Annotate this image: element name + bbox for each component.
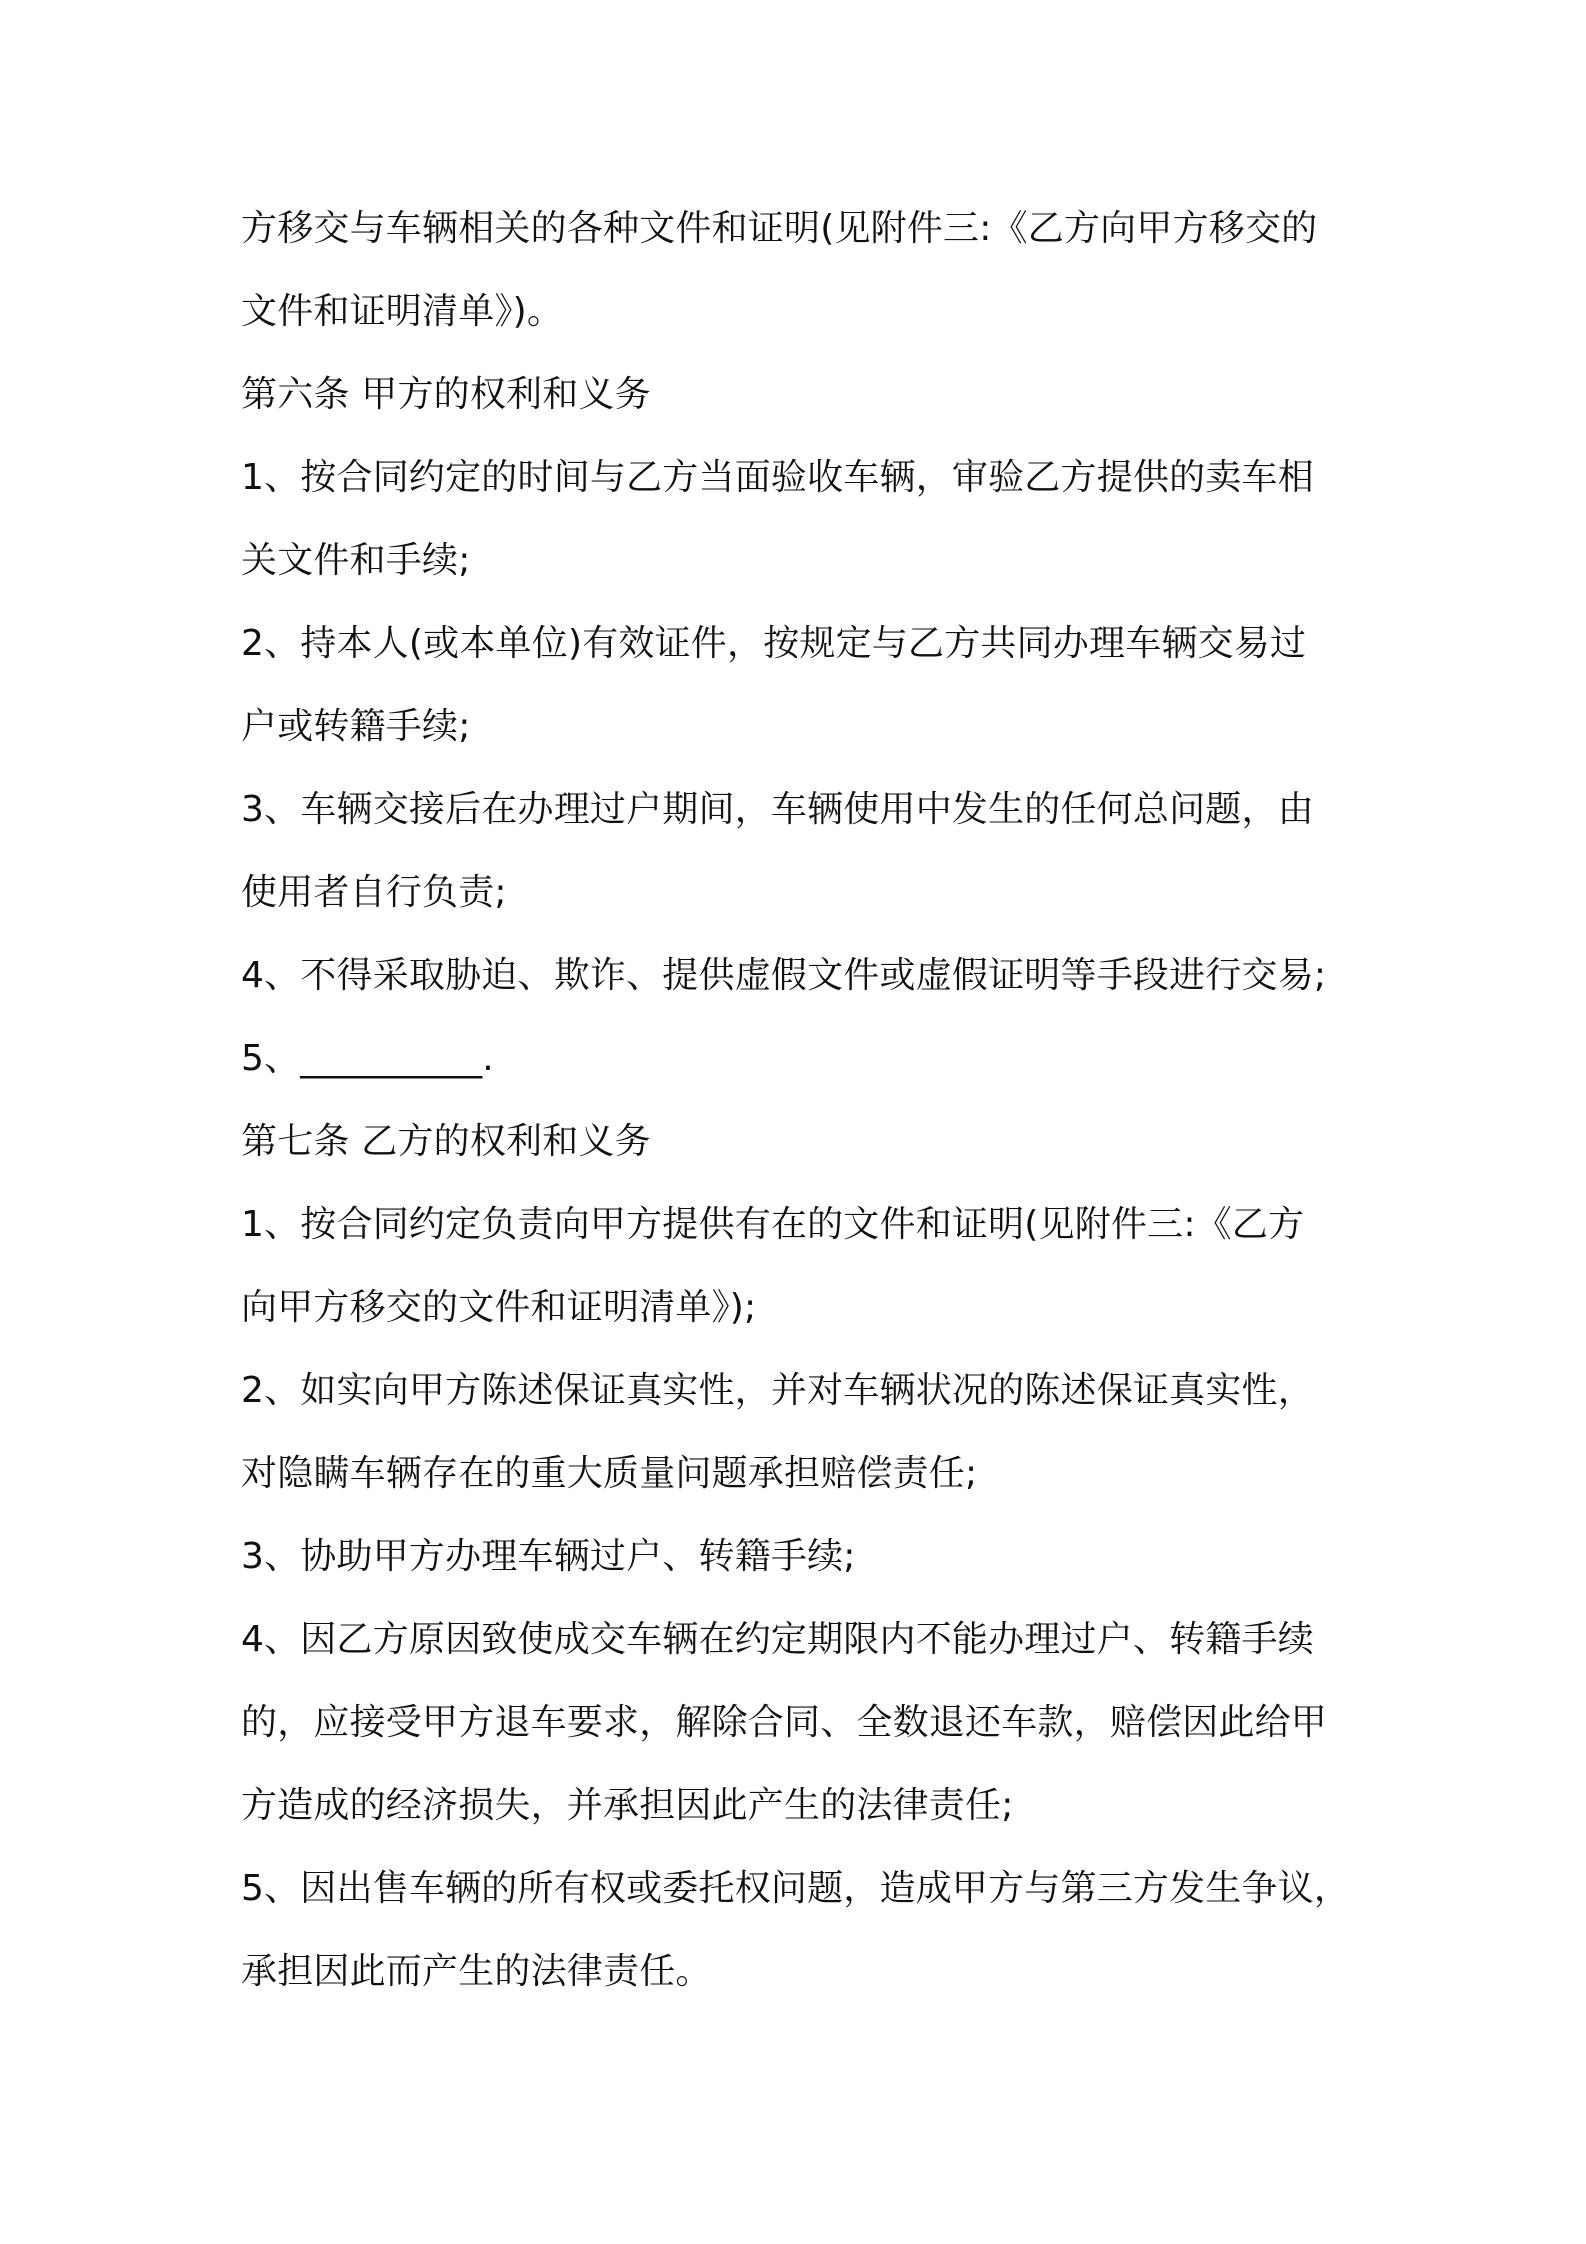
text-line: 5、__________.	[241, 1038, 494, 1079]
text-line: 向甲方移交的文件和证明清单》);	[241, 1287, 757, 1328]
text-line: 2、如实向甲方陈述保证真实性，并对车辆状况的陈述保证真实性，	[241, 1370, 1314, 1411]
section-heading: 第六条 甲方的权利和义务	[241, 374, 651, 415]
text-line: 方造成的经济损失，并承担因此产生的法律责任;	[241, 1785, 1014, 1826]
text-line: 3、车辆交接后在办理过户期间，车辆使用中发生的任何总问题，由	[241, 789, 1314, 830]
text-line: 关文件和手续;	[241, 540, 471, 581]
text-line: 承担因此而产生的法律责任。	[241, 1951, 712, 1992]
text-line: 1、按合同约定的时间与乙方当面验收车辆，审验乙方提供的卖车相	[241, 457, 1314, 498]
text-line: 对隐瞒车辆存在的重大质量问题承担赔偿责任;	[241, 1453, 978, 1494]
text-line: 使用者自行负责;	[241, 872, 507, 913]
text-line: 5、因出售车辆的所有权或委托权问题，造成甲方与第三方发生争议，	[241, 1868, 1351, 1909]
text-line: 3、协助甲方办理车辆过户、转籍手续;	[241, 1536, 856, 1577]
section-heading: 第七条 乙方的权利和义务	[241, 1121, 651, 1162]
text-line: 方移交与车辆相关的各种文件和证明(见附件三:《乙方向甲方移交的	[241, 208, 1318, 249]
text-line: 2、持本人(或本单位)有效证件，按规定与乙方共同办理车辆交易过	[241, 623, 1307, 664]
text-line: 文件和证明清单》)。	[241, 291, 564, 332]
text-line: 的，应接受甲方退车要求，解除合同、全数退还车款，赔偿因此给甲	[241, 1702, 1328, 1743]
text-line: 4、因乙方原因致使成交车辆在约定期限内不能办理过户、转籍手续	[241, 1619, 1314, 1660]
text-line: 4、不得采取胁迫、欺诈、提供虚假文件或虚假证明等手段进行交易;	[241, 955, 1327, 996]
text-line: 1、按合同约定负责向甲方提供有在的文件和证明(见附件三:《乙方	[241, 1204, 1305, 1245]
text-line: 户或转籍手续;	[241, 706, 471, 747]
